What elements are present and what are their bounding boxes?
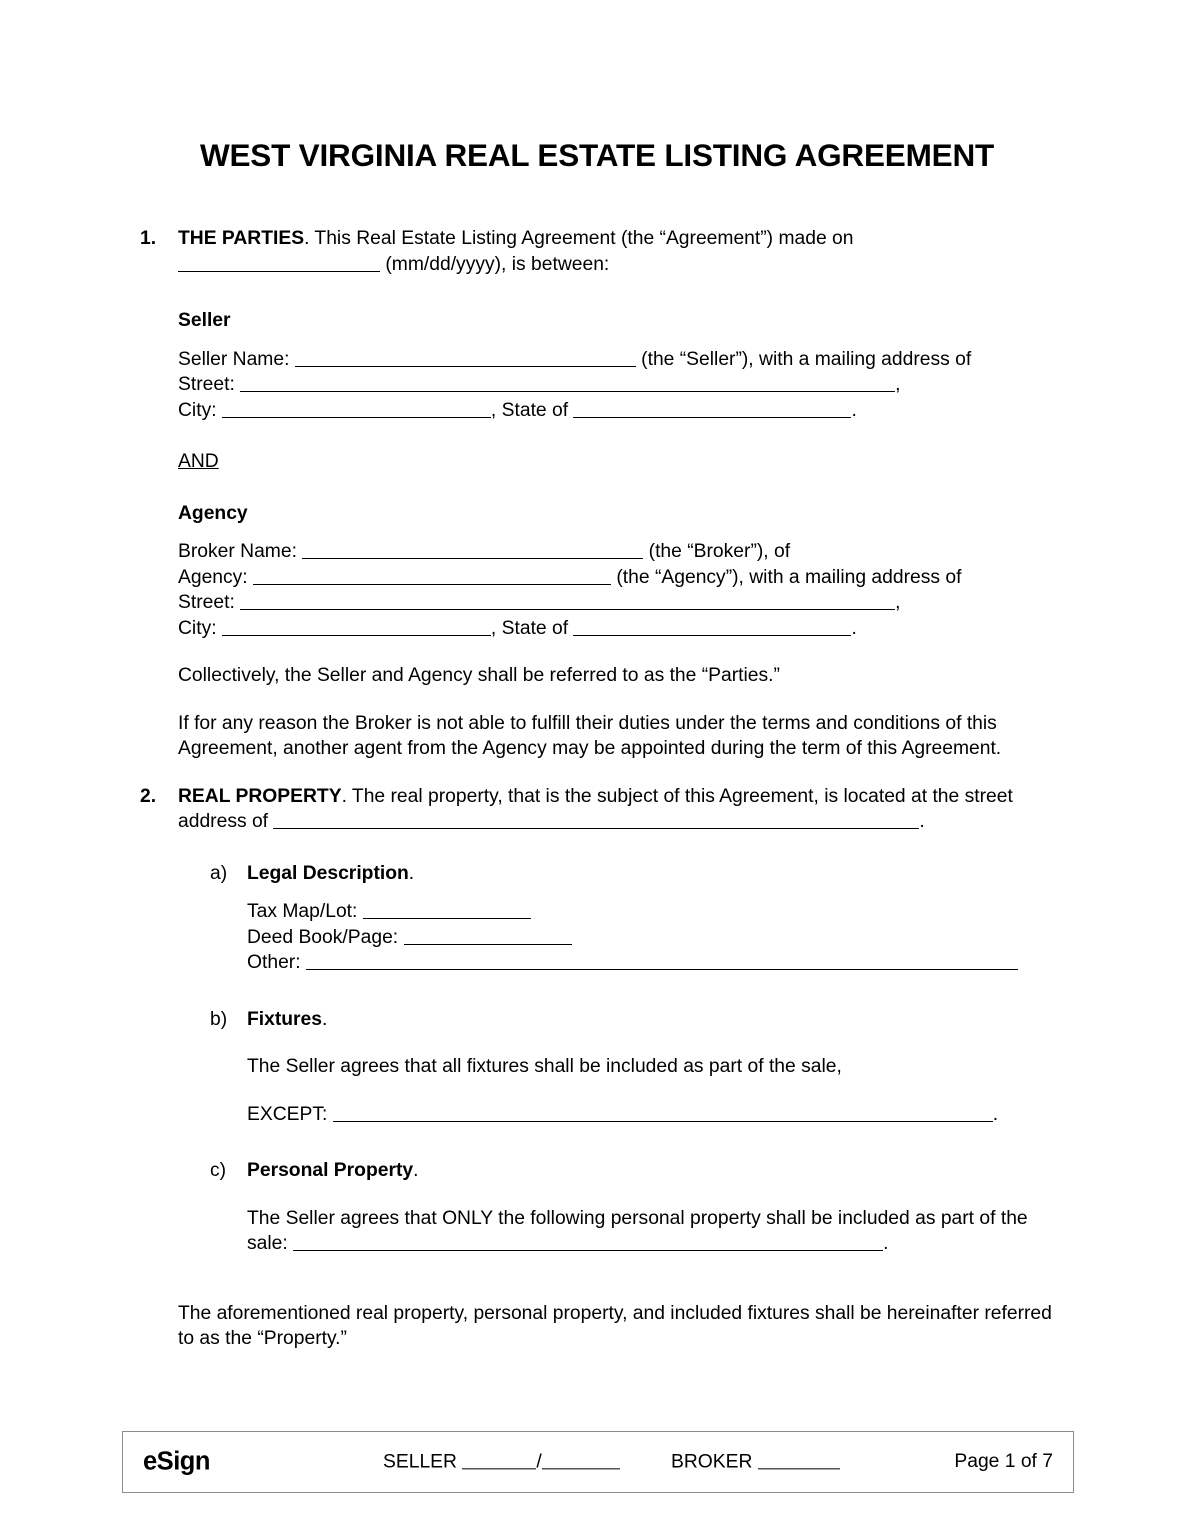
footer-seller-separator: /	[536, 1451, 542, 1473]
spacer	[140, 1184, 1055, 1206]
seller-city-label: City:	[178, 399, 222, 421]
spacer	[140, 1127, 1055, 1158]
agency-name-suffix: (the “Agency”), with a mailing address of	[611, 566, 962, 588]
and-label: AND	[178, 451, 219, 472]
agency-street-label: Street:	[178, 592, 241, 613]
clause-1-intro-text: . This Real Estate Listing Agreement (the “Agreement”) made on	[304, 228, 854, 249]
clause-1-body	[178, 226, 1055, 277]
clause-1-number: 1.	[140, 228, 157, 249]
clause-1-heading: THE PARTIES	[178, 228, 305, 249]
spacer	[178, 526, 1055, 539]
seller-street-suffix: ,	[895, 374, 901, 395]
spacer	[247, 1080, 1055, 1102]
footer-seller-initial-field-2[interactable]	[542, 1450, 620, 1469]
spacer	[140, 976, 1055, 1007]
agency-block	[178, 501, 1055, 642]
agency-name-field[interactable]	[253, 565, 611, 584]
collectively-paragraph-wrap	[178, 663, 1055, 689]
subclause-a-body	[247, 861, 1055, 887]
fixtures-except-label: EXCEPT:	[247, 1103, 333, 1125]
fixtures-body-text: The Seller agrees that all fixtures shall be included as part of the sale,	[247, 1056, 842, 1077]
seller-name-line	[178, 347, 1055, 373]
agreement-date-field[interactable]	[178, 252, 380, 271]
spacer	[178, 334, 1055, 347]
footer-seller-initials	[383, 1450, 620, 1473]
clause-2-body	[178, 784, 1055, 835]
deed-book-page-line	[247, 925, 1055, 951]
broker-substitute-paragraph: If for any reason the Broker is not able to fulfill their duties under the terms and conditions of this Agreement, another agent from the Agency may be appointed during the term of this Agreement.	[178, 712, 1002, 759]
spacer	[140, 762, 1055, 784]
agency-state-label: , State of	[490, 617, 574, 639]
agency-state-suffix: .	[851, 617, 857, 639]
spacer	[140, 835, 1055, 861]
fixtures-except-field[interactable]	[333, 1102, 993, 1121]
seller-city-field[interactable]	[222, 398, 491, 417]
agency-state-field[interactable]	[573, 616, 851, 635]
page-footer	[122, 1431, 1074, 1493]
fixtures-except-line	[247, 1102, 1055, 1128]
spacer	[140, 641, 1055, 663]
agency-heading: Agency	[178, 502, 248, 524]
subclause-b-body	[247, 1007, 1055, 1033]
seller-state-suffix: .	[851, 399, 857, 421]
broker-substitute-paragraph-wrap	[178, 711, 1055, 762]
seller-street-line	[178, 372, 1055, 398]
clause-2-number: 2.	[140, 785, 157, 807]
spacer	[140, 277, 1055, 308]
agency-street-line	[178, 590, 1055, 616]
subclause-c-heading-suffix: .	[413, 1160, 419, 1181]
tax-map-lot-field[interactable]	[363, 900, 531, 919]
spacer	[140, 886, 1055, 899]
property-address-suffix: .	[919, 811, 925, 832]
subclause-b-heading: Fixtures	[247, 1008, 323, 1030]
tax-map-lot-line	[247, 899, 1055, 925]
seller-name-label: Seller Name:	[178, 348, 295, 370]
legal-description-fields	[247, 899, 1055, 976]
spacer	[140, 423, 1055, 449]
clause-2-intro	[178, 784, 1055, 835]
seller-name-field[interactable]	[295, 347, 636, 366]
personal-property-content	[247, 1206, 1055, 1257]
spacer	[140, 1288, 1055, 1301]
page-footer-inner	[123, 1432, 1073, 1492]
personal-property-line	[247, 1206, 1055, 1257]
subclause-b-heading-suffix: .	[322, 1008, 328, 1030]
property-address-field[interactable]	[273, 810, 919, 829]
esign-logo: eSign	[143, 1447, 210, 1476]
subclause-a-marker: a)	[210, 862, 228, 884]
fixtures-content	[247, 1054, 1055, 1127]
page-title: WEST VIRGINIA REAL ESTATE LISTING AGREEMENT	[199, 137, 995, 173]
subclause-a-heading-suffix: .	[408, 862, 415, 884]
seller-heading: Seller	[178, 310, 231, 331]
closing-paragraph: The aforementioned real property, personal property, and included fixtures shall be hereinafter referred to as the “Property.”	[178, 1302, 1052, 1349]
agency-city-field[interactable]	[222, 616, 491, 635]
clause-2-heading: REAL PROPERTY	[178, 785, 342, 807]
personal-property-field[interactable]	[293, 1232, 883, 1251]
agency-street-suffix: ,	[895, 592, 901, 613]
agency-city-state-line	[178, 616, 1055, 642]
clause-2-real-property	[140, 784, 1055, 835]
spacer	[140, 689, 1055, 711]
agency-name-line	[178, 565, 1055, 591]
deed-book-page-label: Deed Book/Page:	[247, 926, 404, 948]
subclause-c-body	[247, 1158, 1055, 1184]
agreement-date-line	[178, 252, 1055, 278]
subclause-c-marker: c)	[210, 1160, 227, 1181]
clause-1-the-parties	[140, 226, 1055, 277]
footer-page-number: Page 1 of 7	[954, 1451, 1053, 1472]
legal-other-label: Other:	[247, 952, 306, 973]
closing-paragraph-wrap	[178, 1301, 1055, 1352]
legal-other-line	[247, 950, 1055, 976]
seller-street-field[interactable]	[240, 373, 895, 392]
agreement-date-suffix: (mm/dd/yyyy), is between:	[380, 253, 610, 275]
broker-name-line	[178, 539, 1055, 565]
spacer	[140, 475, 1055, 501]
broker-name-suffix: (the “Broker”), of	[643, 541, 791, 562]
clause-1-intro	[178, 226, 1055, 252]
broker-name-label: Broker Name:	[178, 541, 303, 562]
fixtures-except-suffix: .	[992, 1103, 999, 1125]
document-body	[140, 226, 1055, 1352]
subclause-a-heading-line	[247, 861, 1055, 887]
collectively-paragraph: Collectively, the Seller and Agency shall be referred to as the “Parties.”	[178, 665, 780, 686]
agency-city-label: City:	[178, 617, 222, 639]
clause-2-intro-text: . The real property, that is the subject of this Agreement, is located at the street address of	[178, 785, 1013, 832]
seller-state-field[interactable]	[573, 398, 851, 417]
footer-broker-initial-field[interactable]	[758, 1450, 840, 1469]
spacer	[140, 1257, 1055, 1288]
subclause-a-legal-description	[210, 861, 1055, 887]
seller-state-label: , State of	[490, 399, 574, 421]
subclause-b-fixtures	[210, 1007, 1055, 1033]
footer-broker-label: BROKER	[671, 1451, 758, 1473]
personal-property-body-text: The Seller agrees that ONLY the following personal property shall be included as part of the sale:	[247, 1207, 1028, 1254]
seller-block	[178, 308, 1055, 423]
subclause-c-heading-line	[247, 1158, 1055, 1184]
deed-book-page-field[interactable]	[404, 925, 572, 944]
tax-map-lot-label: Tax Map/Lot:	[247, 901, 363, 922]
broker-name-field[interactable]	[302, 540, 643, 559]
agency-street-field[interactable]	[240, 591, 895, 610]
spacer	[140, 1032, 1055, 1054]
subclause-c-personal-property	[210, 1158, 1055, 1184]
subclause-c-heading: Personal Property	[247, 1160, 414, 1181]
agency-name-label: Agency:	[178, 566, 254, 588]
seller-name-suffix: (the “Seller”), with a mailing address of	[635, 348, 972, 370]
and-connector	[178, 449, 1055, 475]
legal-other-field[interactable]	[306, 951, 1018, 970]
footer-seller-initial-field-1[interactable]	[462, 1450, 536, 1469]
personal-property-suffix: .	[883, 1233, 889, 1254]
footer-broker-initials	[671, 1450, 840, 1473]
subclause-b-heading-line	[247, 1007, 1055, 1033]
footer-seller-label: SELLER	[383, 1451, 463, 1473]
subclause-a-heading: Legal Description	[247, 862, 409, 884]
seller-street-label: Street:	[178, 374, 241, 395]
subclause-b-marker: b)	[210, 1008, 228, 1030]
seller-city-state-line	[178, 398, 1055, 424]
